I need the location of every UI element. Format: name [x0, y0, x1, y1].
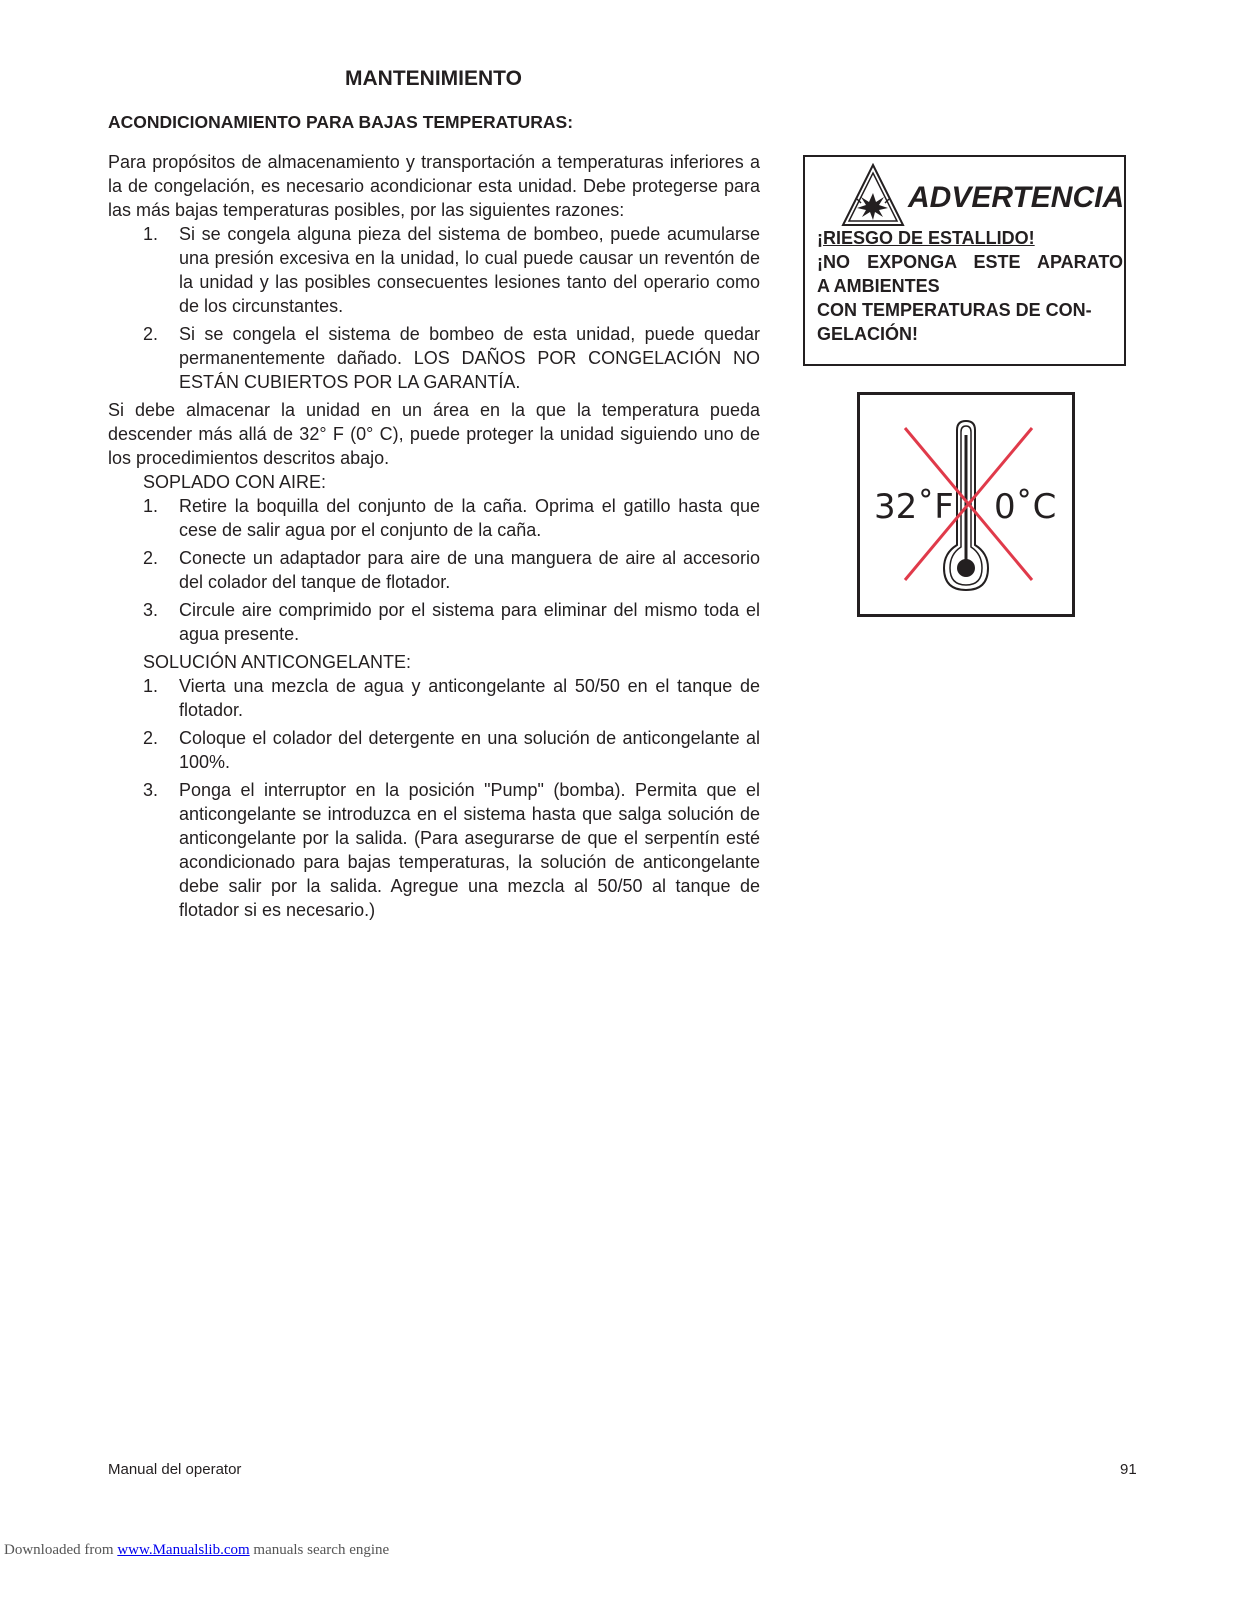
- list-number: 2.: [143, 548, 159, 568]
- download-prefix: Downloaded from: [4, 1542, 118, 1558]
- section-subtitle: ACONDICIONAMIENTO PARA BAJAS TEMPERATURAS:: [108, 112, 574, 132]
- list-item: [108, 222, 760, 318]
- list-item: [108, 778, 760, 922]
- list-item: [108, 598, 760, 646]
- warning-text: [817, 226, 1123, 346]
- warning-line: ¡NO EXPONGA ESTE APARATO: [817, 252, 1123, 272]
- list-item-text: Vierta una mezcla de agua y anticongelante al 50/50 en el tanque de flotador.: [179, 676, 760, 720]
- list-number: 3.: [143, 600, 159, 620]
- list-number: 2.: [143, 728, 159, 748]
- download-bar: [4, 1542, 389, 1559]
- temperature-fahrenheit: 32˚F: [874, 487, 954, 527]
- list-item: [108, 674, 760, 722]
- explosion-warning-icon: [841, 163, 905, 227]
- list-item: [108, 546, 760, 594]
- list-number: 1.: [143, 224, 159, 244]
- list-number: 3.: [143, 780, 159, 800]
- footer-manual-title: Manual del operator: [108, 1461, 242, 1478]
- list-item-text: Si se congela alguna pieza del sistema de bombeo, puede acumularse una presión excesiva en la unidad, lo cual puede causar un reventón de la unidad y las posibles consecuentes lesiones tanto del operario como de los circunstantes.: [179, 224, 760, 316]
- warning-line: CON TEMPERATURAS DE CON-: [817, 300, 1092, 320]
- storage-paragraph: Si debe almacenar la unidad en un área en la que la temperatura pueda descender más allá de 32° F (0° C), puede proteger la unidad siguiendo uno de los procedimientos descritos abajo.: [108, 400, 760, 468]
- intro-paragraph: Para propósitos de almacenamiento y transportación a temperaturas inferiores a la de congelación, es necesario acondicionar esta unidad. Debe protegerse para las más bajas temperaturas posibles, por las siguientes razones:: [108, 152, 760, 220]
- page-title: MANTENIMIENTO: [345, 67, 522, 90]
- reasons-list: [108, 222, 760, 394]
- list-item-text: Retire la boquilla del conjunto de la caña. Oprima el gatillo hasta que cese de salir agua por el conjunto de la caña.: [179, 496, 760, 540]
- manualslib-link[interactable]: www.Manualslib.com: [117, 1542, 250, 1558]
- warning-line: ¡RIESGO DE ESTALLIDO!: [817, 228, 1035, 248]
- download-suffix: manuals search engine: [249, 1542, 390, 1558]
- list-number: 2.: [143, 324, 159, 344]
- list-item-text: Conecte un adaptador para aire de una manguera de aire al accesorio del colador del tanque de flotador.: [179, 548, 760, 592]
- warning-line: A AMBIENTES: [817, 276, 940, 296]
- list-item-text: Coloque el colador del detergente en una solución de anticongelante al 100%.: [179, 728, 760, 772]
- list-item: [108, 726, 760, 774]
- temperature-celsius: 0˚C: [994, 487, 1057, 527]
- list-item-text: Ponga el interruptor en la posición "Pump" (bomba). Permita que el anticongelante se introduzca en el sistema hasta que salga solución de anticongelante por la salida. (Para asegurarse de que el serpentín esté acondicionado para bajas temperaturas, la solución de anticongelante debe salir por la salida. Agregue una mezcla al 50/50 al tanque de flotador si es necesario.): [179, 780, 760, 920]
- list-number: 1.: [143, 676, 159, 696]
- list-number: 1.: [143, 496, 159, 516]
- antifreeze-steps-list: [108, 674, 760, 922]
- air-steps-list: [108, 494, 760, 646]
- list-item: [108, 322, 760, 394]
- main-text-column: [108, 150, 760, 926]
- freeze-warning-graphic: [857, 392, 1075, 617]
- list-item: [108, 494, 760, 542]
- air-section-heading: SOPLADO CON AIRE:: [143, 472, 327, 492]
- antifreeze-section-heading: SOLUCIÓN ANTICONGELANTE:: [143, 652, 412, 672]
- page-number: 91: [1120, 1461, 1137, 1478]
- list-item-text: Si se congela el sistema de bombeo de esta unidad, puede quedar permanentemente dañado. LOS DAÑOS POR CONGELACIÓN NO ESTÁN CUBIERTOS POR LA GARANTÍA.: [179, 324, 760, 392]
- list-item-text: Circule aire comprimido por el sistema para eliminar del mismo toda el agua presente.: [179, 600, 760, 644]
- warning-line: GELACIÓN!: [817, 324, 918, 344]
- warning-box: [803, 155, 1126, 366]
- warning-title: ADVERTENCIA: [908, 181, 1125, 214]
